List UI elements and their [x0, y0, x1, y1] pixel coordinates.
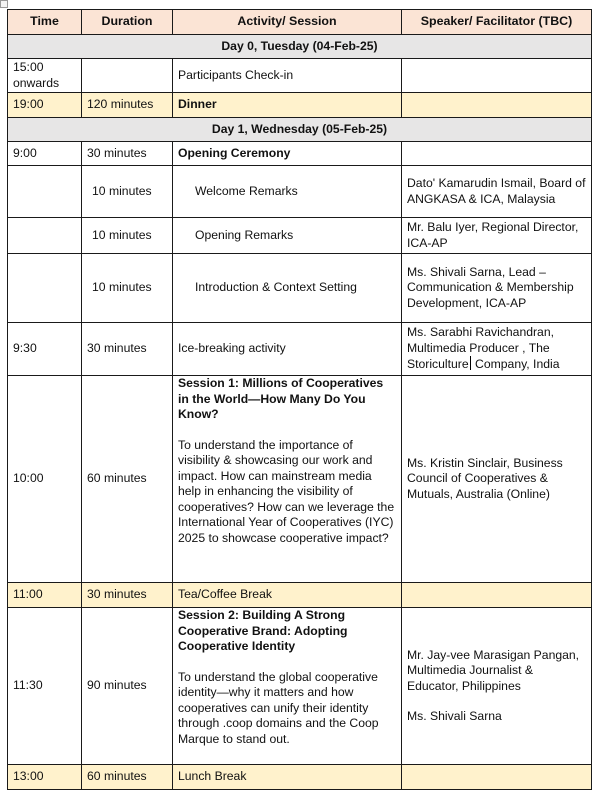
- table-row: [8, 608, 592, 765]
- day-0-label: Day 0, Tuesday (04-Feb-25): [8, 35, 592, 59]
- time-cell[interactable]: [8, 254, 82, 323]
- col-header-time: Time: [8, 10, 82, 35]
- table-row: [8, 218, 592, 254]
- duration-cell[interactable]: 60 minutes: [82, 376, 173, 583]
- speaker-text: Ms. Sarabhi Ravichandran, Multimedia Producer , The Storiculture: [407, 325, 554, 372]
- time-cell[interactable]: 11:30: [8, 608, 82, 765]
- speaker-text: Company, India: [471, 357, 560, 372]
- day-header-row: [8, 118, 592, 142]
- speaker-text: Mr. Jay-vee Marasigan Pangan, Multimedia Journalist & Educator, Philippines: [407, 647, 580, 693]
- time-cell[interactable]: 19:00: [8, 93, 82, 118]
- speaker-cell[interactable]: [402, 583, 592, 608]
- speaker-cell[interactable]: [402, 608, 592, 765]
- col-header-activity: Activity/ Session: [173, 10, 402, 35]
- activity-cell[interactable]: Welcome Remarks: [173, 166, 402, 218]
- table-row: [8, 59, 592, 93]
- activity-cell[interactable]: [173, 376, 402, 583]
- speaker-cell[interactable]: Ms. Shivali Sarna, Lead – Communication & Membership Development, ICA-AP: [402, 254, 592, 323]
- session-title: Session 1: Millions of Cooperatives in the World—How Many Do You Know?: [178, 376, 384, 421]
- day-header-row: [8, 35, 592, 59]
- time-cell[interactable]: 11:00: [8, 583, 82, 608]
- speaker-cell[interactable]: [402, 323, 592, 376]
- agenda-table: [7, 9, 592, 790]
- table-row: [8, 254, 592, 323]
- speaker-cell[interactable]: Ms. Kristin Sinclair, Business Council of Cooperatives & Mutuals, Australia (Online): [402, 376, 592, 583]
- col-header-duration: Duration: [82, 10, 173, 35]
- duration-cell[interactable]: 10 minutes: [82, 218, 173, 254]
- duration-cell[interactable]: 30 minutes: [82, 583, 173, 608]
- header-row: [8, 10, 592, 35]
- table-row: [8, 93, 592, 118]
- speaker-cell[interactable]: [402, 93, 592, 118]
- time-cell[interactable]: [8, 166, 82, 218]
- time-cell[interactable]: 10:00: [8, 376, 82, 583]
- activity-cell[interactable]: Tea/Coffee Break: [173, 583, 402, 608]
- speaker-cell[interactable]: [402, 765, 592, 790]
- speaker-cell[interactable]: [402, 142, 592, 166]
- table-row: [8, 142, 592, 166]
- activity-cell[interactable]: Ice-breaking activity: [173, 323, 402, 376]
- duration-cell[interactable]: 10 minutes: [82, 254, 173, 323]
- session-title: Session 2: Building A Strong Cooperative Brand: Adopting Cooperative Identity: [178, 608, 348, 653]
- time-cell[interactable]: [8, 218, 82, 254]
- table-row: [8, 166, 592, 218]
- activity-cell[interactable]: Dinner: [173, 93, 402, 118]
- duration-cell[interactable]: 60 minutes: [82, 765, 173, 790]
- speaker-cell[interactable]: Mr. Balu Iyer, Regional Director, ICA-AP: [402, 218, 592, 254]
- duration-cell[interactable]: 10 minutes: [82, 166, 173, 218]
- table-row: [8, 323, 592, 376]
- table-move-handle-icon[interactable]: [0, 0, 8, 8]
- activity-cell[interactable]: Participants Check-in: [173, 59, 402, 93]
- session-description: To understand the global cooperative identity—why it matters and how cooperatives can unify their identity through .coop domains and the Coop Marque to stand out.: [178, 669, 379, 746]
- table-row: [8, 583, 592, 608]
- activity-cell[interactable]: [173, 608, 402, 765]
- col-header-speaker: Speaker/ Facilitator (TBC): [402, 10, 592, 35]
- table-row: [8, 376, 592, 583]
- duration-cell[interactable]: 120 minutes: [82, 93, 173, 118]
- duration-cell[interactable]: [82, 59, 173, 93]
- day-1-label: Day 1, Wednesday (05-Feb-25): [8, 118, 592, 142]
- duration-cell[interactable]: 30 minutes: [82, 323, 173, 376]
- time-cell[interactable]: 9:30: [8, 323, 82, 376]
- duration-cell[interactable]: 90 minutes: [82, 608, 173, 765]
- time-cell[interactable]: 9:00: [8, 142, 82, 166]
- text-cursor: [470, 356, 471, 370]
- speaker-cell[interactable]: [402, 59, 592, 93]
- speaker-text: Ms. Shivali Sarna: [407, 709, 502, 723]
- time-cell[interactable]: 13:00: [8, 765, 82, 790]
- time-cell[interactable]: 15:00 onwards: [8, 59, 82, 93]
- duration-cell[interactable]: 30 minutes: [82, 142, 173, 166]
- table-row: [8, 765, 592, 790]
- activity-cell[interactable]: Opening Remarks: [173, 218, 402, 254]
- activity-cell[interactable]: Introduction & Context Setting: [173, 254, 402, 323]
- session-description: To understand the importance of visibility & showcasing our work and impact. How can mainstream media help in enhancing the visibility of cooperatives? How can we leverage the International Year of Cooperatives (IYC) 2025 to showcase cooperative impact?: [178, 437, 395, 545]
- activity-cell[interactable]: Lunch Break: [173, 765, 402, 790]
- speaker-cell[interactable]: Dato' Kamarudin Ismail, Board of ANGKASA & ICA, Malaysia: [402, 166, 592, 218]
- activity-cell[interactable]: Opening Ceremony: [173, 142, 402, 166]
